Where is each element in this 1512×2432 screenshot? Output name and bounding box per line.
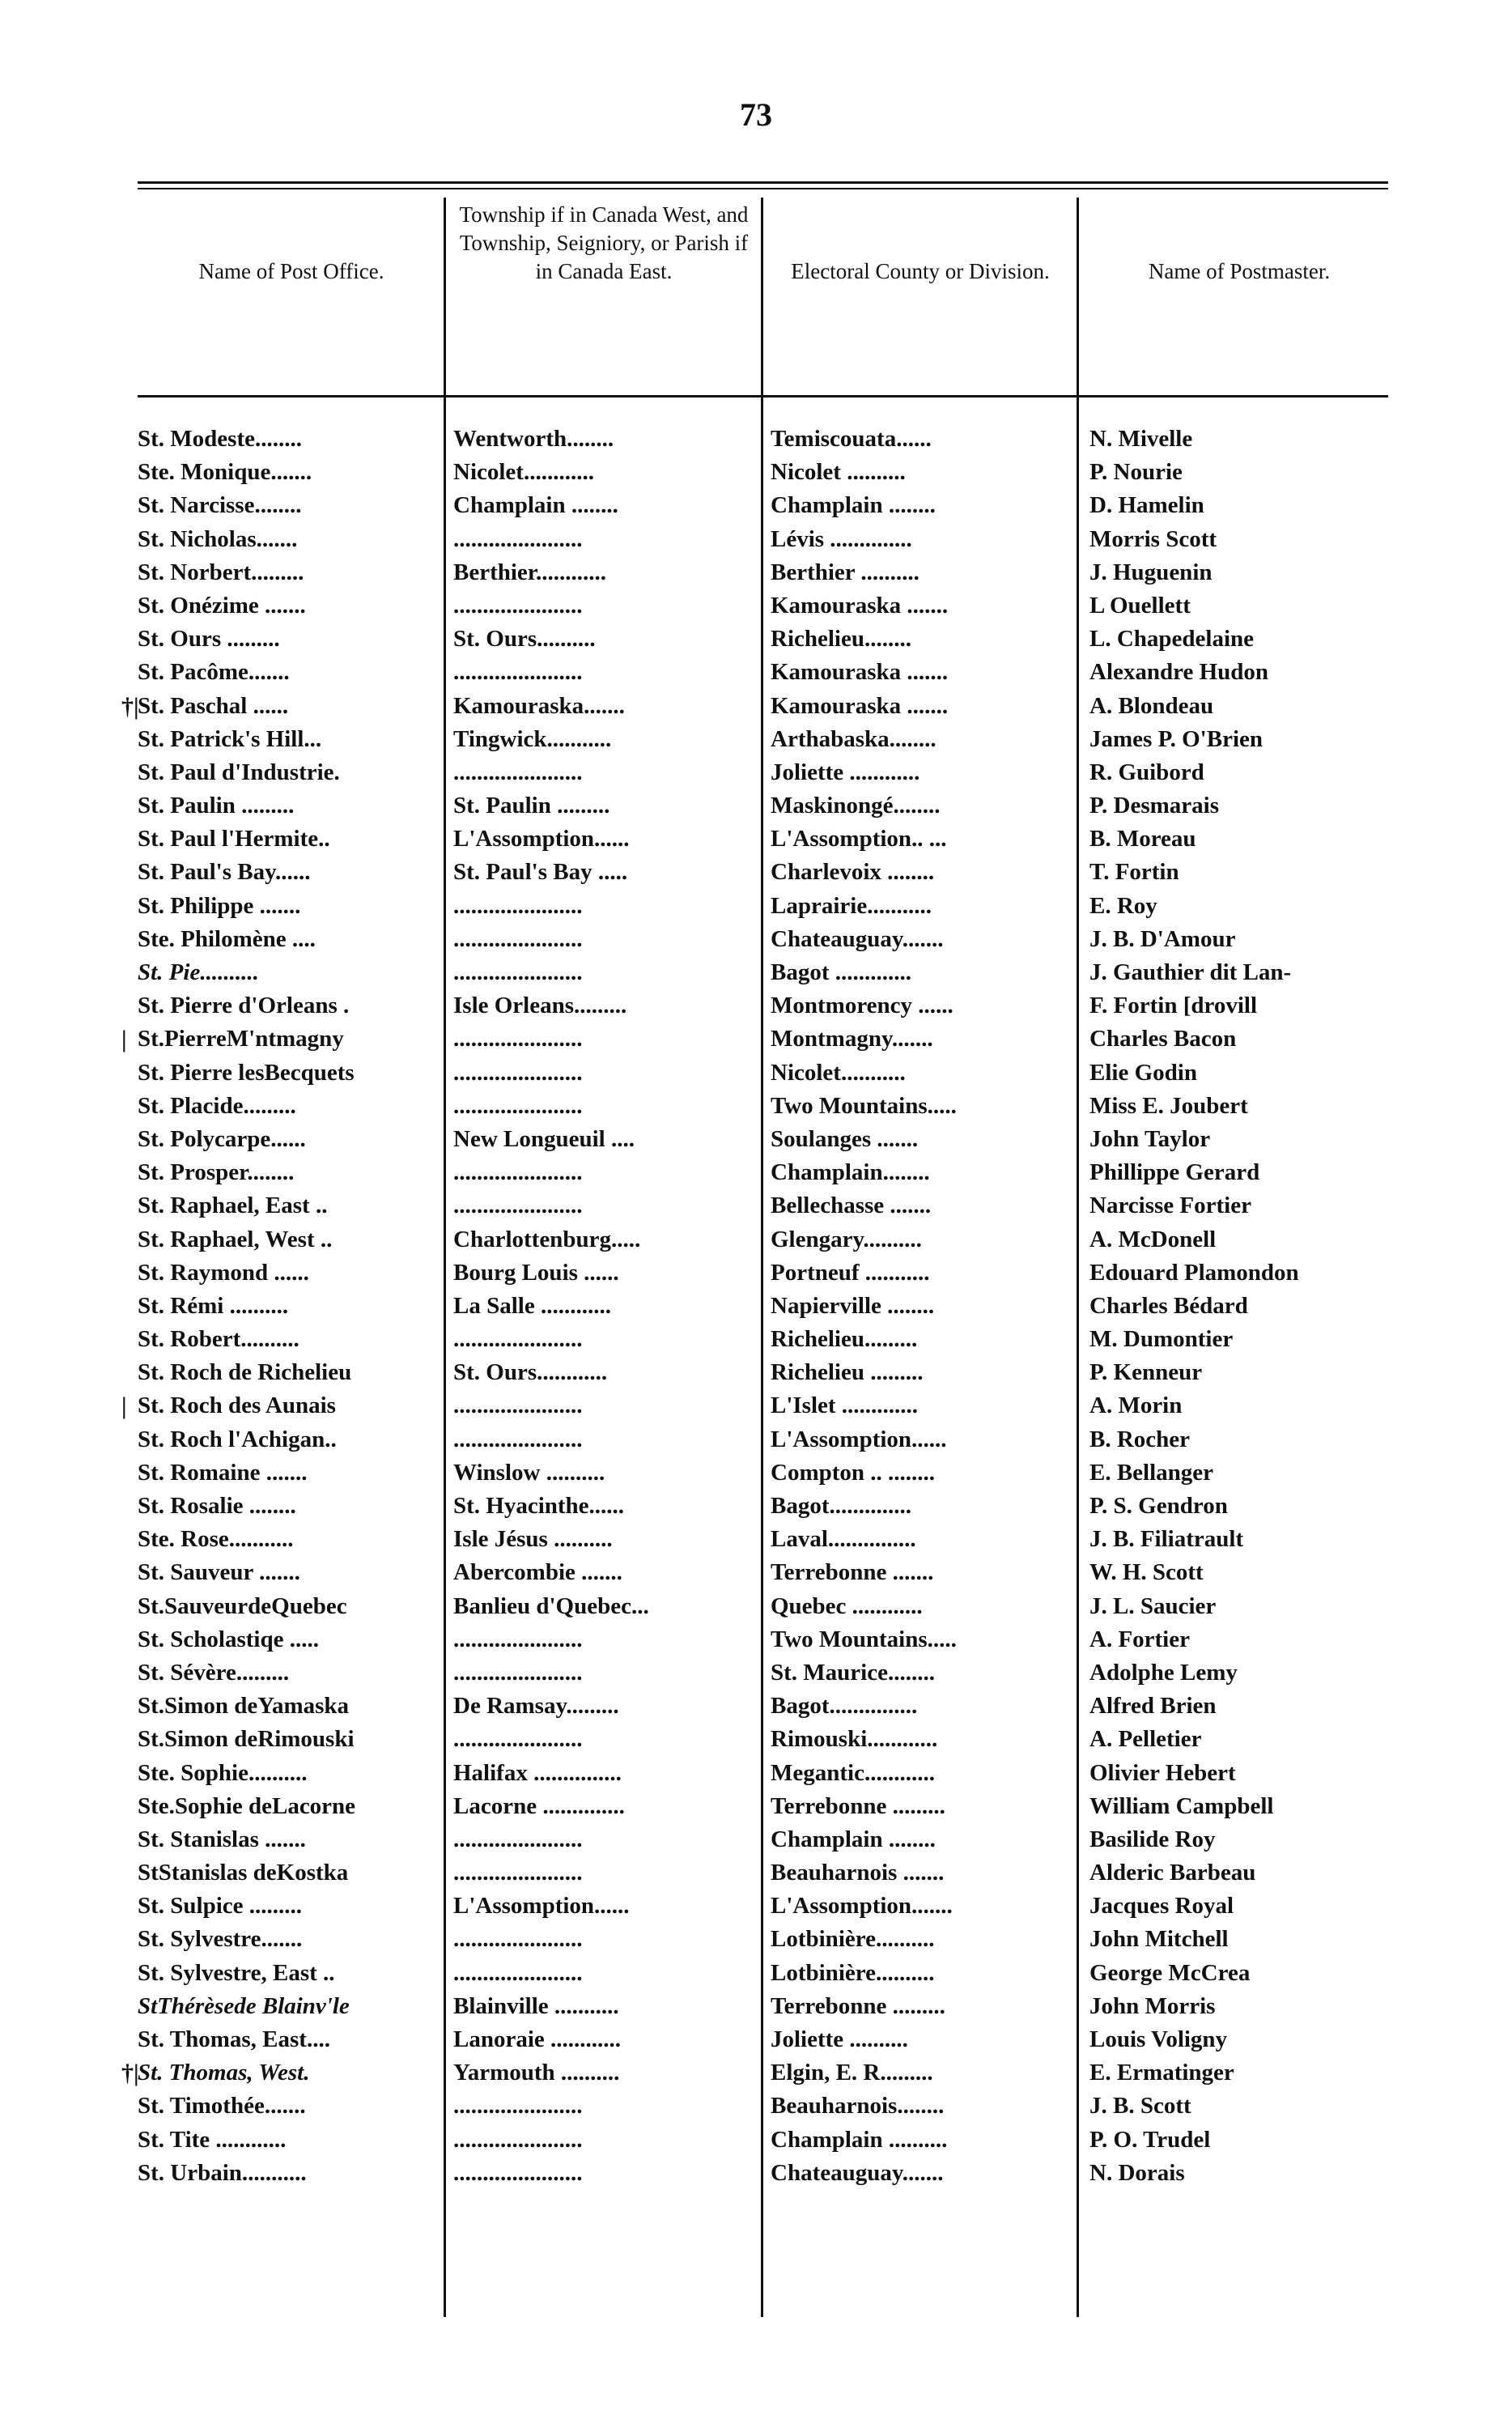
township-name: St. Paul's Bay ..... (453, 859, 628, 886)
township-name: ...................... (453, 525, 583, 552)
township-name: St. Ours............ (453, 1359, 608, 1386)
electoral-county: L'Assomption....... (771, 1893, 953, 1920)
township-name: ...................... (453, 592, 583, 619)
electoral-county: L'Islet ............. (771, 1392, 919, 1419)
post-office-name: St. Roch des Aunais (138, 1392, 336, 1419)
township-name: Tingwick........... (453, 725, 612, 752)
table-row (0, 2023, 1512, 2056)
electoral-county: Lotbinière.......... (771, 1959, 935, 1986)
table-row (0, 2157, 1512, 2190)
electoral-county: Nicolet .......... (771, 459, 906, 486)
table-row (0, 423, 1512, 456)
electoral-county: Terrebonne ....... (771, 1559, 934, 1586)
table-row (0, 1057, 1512, 1090)
top-double-rule-2 (138, 188, 1388, 189)
post-office-name: St. Roch l'Achigan.. (138, 1426, 337, 1452)
electoral-county: Laprairie........... (771, 892, 932, 919)
table-row (0, 690, 1512, 723)
post-office-name: St. Sulpice ......... (138, 1893, 303, 1920)
postmaster-name: B. Moreau (1089, 826, 1196, 852)
postmaster-name: A. Pelletier (1089, 1726, 1202, 1753)
table-row (0, 1656, 1512, 1690)
postmaster-name: Miss E. Joubert (1089, 1092, 1248, 1119)
postmaster-name: Charles Bacon (1089, 1026, 1237, 1052)
electoral-county: Berthier .......... (771, 559, 920, 585)
post-office-name: St. Norbert......... (138, 559, 304, 585)
postmaster-name: E. Roy (1089, 892, 1157, 919)
township-name: ...................... (453, 925, 583, 952)
postmaster-name: N. Mivelle (1089, 426, 1193, 452)
electoral-county: Maskinongé........ (771, 793, 941, 819)
table-row (0, 723, 1512, 756)
header-township: Township if in Canada West, and Township, Seigniory, or Parish if in Canada East. (459, 202, 749, 283)
table-row (0, 1623, 1512, 1656)
township-name: Bourg Louis ...... (453, 1259, 619, 1286)
electoral-county: Kamouraska ....... (771, 592, 949, 619)
postmaster-name: P. O. Trudel (1089, 2126, 1211, 2153)
post-office-name: St. Sylvestre....... (138, 1926, 303, 1953)
township-name: Abercombie ....... (453, 1559, 622, 1586)
township-name: ...................... (453, 892, 583, 919)
post-office-name: St. Sauveur ....... (138, 1559, 300, 1586)
post-office-name: St. Pie.......... (138, 959, 259, 985)
postmaster-name: P. S. Gendron (1089, 1493, 1228, 1519)
electoral-county: Beauharnois ....... (771, 1860, 945, 1886)
table-row (0, 1356, 1512, 1389)
township-name: Lacorne .............. (453, 1792, 625, 1819)
post-office-name: Ste. Philomène .... (138, 925, 316, 952)
electoral-county: Beauharnois........ (771, 2093, 945, 2119)
electoral-county: Richelieu ......... (771, 1359, 924, 1386)
table-row (0, 1123, 1512, 1156)
postmaster-name: Alfred Brien (1089, 1693, 1217, 1720)
postmaster-name: J. Gauthier dit Lan- (1089, 959, 1292, 985)
post-office-name: St. Stanislas ....... (138, 1826, 306, 1852)
electoral-county: Glengary.......... (771, 1226, 922, 1252)
post-office-name: St.PierreM'ntmagny (138, 1026, 344, 1052)
post-office-name: St. Onézime ....... (138, 592, 306, 619)
postmaster-name: E. Ermatinger (1089, 2060, 1234, 2086)
township-name: ...................... (453, 1426, 583, 1452)
electoral-county: Elgin, E. R......... (771, 2060, 933, 2086)
postmaster-name: P. Kenneur (1089, 1359, 1203, 1386)
table-row (0, 1556, 1512, 1589)
postmaster-name: E. Bellanger (1089, 1459, 1214, 1486)
postmaster-name: Basilide Roy (1089, 1826, 1216, 1852)
electoral-county: Two Mountains..... (771, 1092, 957, 1119)
township-name: ...................... (453, 759, 583, 785)
post-office-name: St. Robert.......... (138, 1326, 299, 1353)
header-county: Electoral County or Division. (791, 259, 1050, 283)
electoral-county: Montmagny....... (771, 1026, 933, 1052)
township-name: ...................... (453, 1059, 583, 1086)
post-office-name: St. Thomas, West. (138, 2060, 310, 2086)
postmaster-name: W. H. Scott (1089, 1559, 1204, 1586)
electoral-county: Kamouraska ....... (771, 692, 949, 719)
table-row (0, 1856, 1512, 1890)
post-office-name: St. Pierre lesBecquets (138, 1059, 355, 1086)
township-name: ...................... (453, 2159, 583, 2186)
post-office-name: St. Paul l'Hermite.. (138, 826, 330, 852)
postmaster-name: A. McDonell (1089, 1226, 1217, 1252)
table-row (0, 989, 1512, 1023)
township-name: L'Assomption...... (453, 1893, 630, 1920)
table-row (0, 1389, 1512, 1422)
postmaster-name: J. Huguenin (1089, 559, 1213, 585)
postmaster-name: P. Nourie (1089, 459, 1183, 486)
postmaster-name: L. Chapedelaine (1089, 626, 1255, 653)
township-name: Yarmouth .......... (453, 2060, 620, 2086)
township-name: Isle Orleans......... (453, 993, 627, 1019)
table-row (0, 623, 1512, 656)
township-name: ...................... (453, 2093, 583, 2119)
postmaster-name: Jacques Royal (1089, 1893, 1234, 1920)
township-name: Blainville ........... (453, 1992, 619, 2019)
township-name: ...................... (453, 1626, 583, 1652)
postmaster-name: A. Blondeau (1089, 692, 1214, 719)
table-row (0, 1023, 1512, 1056)
electoral-county: Richelieu........ (771, 626, 911, 653)
township-name: Charlottenburg..... (453, 1226, 641, 1252)
postmaster-name: P. Desmarais (1089, 793, 1220, 819)
post-office-name: St. Raphael, East .. (138, 1193, 328, 1219)
electoral-county: Kamouraska ....... (771, 659, 949, 686)
township-name: Halifax ............... (453, 1759, 622, 1786)
township-name: ...................... (453, 1392, 583, 1419)
table-row (0, 1323, 1512, 1356)
row-marker: †| (121, 2060, 139, 2087)
post-office-name: St. Timothée....... (138, 2093, 306, 2119)
post-office-name: StStanislas deKostka (138, 1860, 349, 1886)
township-name: ...................... (453, 1926, 583, 1953)
table-row (0, 1957, 1512, 1990)
postmaster-name: R. Guibord (1089, 759, 1204, 785)
electoral-county: L'Assomption...... (771, 1426, 947, 1452)
electoral-county: Montmorency ...... (771, 993, 953, 1019)
post-office-name: St. Raymond ...... (138, 1259, 309, 1286)
postmaster-name: L Ouellett (1089, 592, 1191, 619)
table-row (0, 1156, 1512, 1189)
township-name: ...................... (453, 1659, 583, 1686)
post-office-name: St. Paschal ...... (138, 692, 289, 719)
electoral-county: Joliette ............ (771, 759, 920, 785)
electoral-county: Champlain ........ (771, 492, 936, 519)
post-office-name: Ste. Sophie.......... (138, 1759, 308, 1786)
postmaster-name: A. Morin (1089, 1392, 1183, 1419)
post-office-name: St. Rémi .......... (138, 1292, 289, 1319)
electoral-county: Bellechasse ....... (771, 1193, 932, 1219)
table-row (0, 1290, 1512, 1323)
township-name: ...................... (453, 1726, 583, 1753)
township-name: La Salle ............ (453, 1292, 611, 1319)
post-office-name: St. Pierre d'Orleans . (138, 993, 350, 1019)
post-office-name: St.Simon deYamaska (138, 1693, 350, 1720)
township-name: Champlain ........ (453, 492, 618, 519)
table-row (0, 1189, 1512, 1222)
postmaster-name: D. Hamelin (1089, 492, 1204, 519)
table-row (0, 1757, 1512, 1790)
electoral-county: Laval............... (771, 1526, 916, 1553)
table-row (0, 1490, 1512, 1523)
table-row (0, 923, 1512, 956)
table-row (0, 489, 1512, 522)
electoral-county: Champlain ........ (771, 1826, 936, 1852)
electoral-county: Charlevoix ........ (771, 859, 935, 886)
township-name: L'Assomption...... (453, 826, 630, 852)
post-office-name: St. Pacôme....... (138, 659, 290, 686)
electoral-county: Bagot............... (771, 1693, 918, 1720)
electoral-county: Napierville ........ (771, 1292, 935, 1319)
table-row (0, 856, 1512, 889)
postmaster-name: John Taylor (1089, 1125, 1211, 1152)
table-row (0, 1990, 1512, 2023)
post-office-name: St. Prosper........ (138, 1159, 295, 1186)
post-office-name: St. Paul d'Industrie. (138, 759, 340, 785)
post-office-name: St. Roch de Richelieu (138, 1359, 352, 1386)
postmaster-name: J. B. D'Amour (1089, 925, 1236, 952)
postmaster-name: F. Fortin [drovill (1089, 993, 1258, 1019)
township-name: ...................... (453, 2126, 583, 2153)
postmaster-name: J. B. Scott (1089, 2093, 1191, 2119)
post-office-name: St.SauveurdeQuebec (138, 1592, 347, 1619)
township-name: Wentworth........ (453, 426, 614, 452)
electoral-county: Megantic............ (771, 1759, 935, 1786)
postmaster-name: Charles Bédard (1089, 1292, 1248, 1319)
table-row (0, 589, 1512, 623)
township-name: ...................... (453, 1159, 583, 1186)
postmaster-name: A. Fortier (1089, 1626, 1190, 1652)
electoral-county: Portneuf ........... (771, 1259, 930, 1286)
electoral-county: Two Mountains..... (771, 1626, 957, 1652)
post-office-name: St. Modeste........ (138, 426, 302, 452)
header-postmaster: Name of Postmaster. (1148, 259, 1331, 283)
table-row (0, 2124, 1512, 2157)
post-office-name: St. Polycarpe...... (138, 1125, 306, 1152)
row-marker: | (121, 1392, 127, 1420)
township-name: Lanoraie ............ (453, 2026, 622, 2052)
electoral-county: Bagot ............. (771, 959, 911, 985)
electoral-county: Richelieu......... (771, 1326, 918, 1353)
table-row (0, 1456, 1512, 1490)
township-name: St. Ours.......... (453, 626, 596, 653)
postmaster-name: T. Fortin (1089, 859, 1179, 886)
post-office-name: St. Patrick's Hill... (138, 725, 322, 752)
township-name: New Longueuil .... (453, 1125, 635, 1152)
postmaster-name: Adolphe Lemy (1089, 1659, 1238, 1686)
electoral-county: Bagot.............. (771, 1493, 911, 1519)
post-office-name: St. Scholastiqe ..... (138, 1626, 319, 1652)
header-post-office: Name of Post Office. (198, 259, 384, 283)
electoral-county: Temiscouata...... (771, 426, 932, 452)
table-row (0, 1223, 1512, 1256)
table-row (0, 1823, 1512, 1856)
table-row (0, 789, 1512, 823)
postmaster-name: Morris Scott (1089, 525, 1217, 552)
post-office-name: St. Placide......... (138, 1092, 296, 1119)
electoral-county: Quebec ............ (771, 1592, 923, 1619)
table-row (0, 1423, 1512, 1456)
table-row (0, 1090, 1512, 1123)
township-name: Nicolet............ (453, 459, 594, 486)
township-name: ...................... (453, 1826, 583, 1852)
table-row (0, 956, 1512, 989)
table-row (0, 656, 1512, 689)
electoral-county: Lotbinière.......... (771, 1926, 935, 1953)
electoral-county: Chateauguay....... (771, 2159, 944, 2186)
postmaster-name: N. Dorais (1089, 2159, 1185, 2186)
electoral-county: Terrebonne ......... (771, 1792, 945, 1819)
township-name: ...................... (453, 1092, 583, 1119)
post-office-name: StThérèsede Blainv'le (138, 1992, 350, 2019)
table-row (0, 1590, 1512, 1623)
township-name: ...................... (453, 1193, 583, 1219)
electoral-county: Arthabaska........ (771, 725, 937, 752)
postmaster-name: John Mitchell (1089, 1926, 1229, 1953)
table-row (0, 1723, 1512, 1756)
post-office-name: St. Thomas, East.... (138, 2026, 330, 2052)
table-row (0, 1256, 1512, 1290)
table-row (0, 1690, 1512, 1723)
postmaster-name: George McCrea (1089, 1959, 1251, 1986)
electoral-county: Soulanges ....... (771, 1125, 919, 1152)
table-row (0, 756, 1512, 789)
post-office-name: Ste. Monique....... (138, 459, 312, 486)
post-office-name: St. Paulin ......... (138, 793, 295, 819)
row-marker: †| (121, 692, 139, 720)
postmaster-name: B. Rocher (1089, 1426, 1191, 1452)
township-name: Isle Jésus .......... (453, 1526, 613, 1553)
township-name: ...................... (453, 1959, 583, 1986)
post-office-name: St. Romaine ....... (138, 1459, 308, 1486)
postmaster-name: William Campbell (1089, 1792, 1274, 1819)
postmaster-name: M. Dumontier (1089, 1326, 1234, 1353)
table-row (0, 1923, 1512, 1956)
post-office-name: St. Tite ............ (138, 2126, 287, 2153)
post-office-name: St. Philippe ....... (138, 892, 301, 919)
postmaster-name: Edouard Plamondon (1089, 1259, 1299, 1286)
postmaster-name: John Morris (1089, 1992, 1216, 2019)
post-office-name: St. Sylvestre, East .. (138, 1959, 335, 1986)
electoral-county: Nicolet........... (771, 1059, 906, 1086)
top-double-rule (138, 181, 1388, 184)
table-row (0, 2090, 1512, 2123)
postmaster-name: Phillippe Gerard (1089, 1159, 1260, 1186)
township-name: ...................... (453, 1026, 583, 1052)
township-name: De Ramsay......... (453, 1693, 619, 1720)
postmaster-name: J. B. Filiatrault (1089, 1526, 1244, 1553)
postmaster-name: J. L. Saucier (1089, 1592, 1217, 1619)
township-name: ...................... (453, 959, 583, 985)
electoral-county: Champlain........ (771, 1159, 930, 1186)
township-name: ...................... (453, 659, 583, 686)
table-row (0, 823, 1512, 856)
electoral-county: St. Maurice........ (771, 1659, 935, 1686)
electoral-county: Joliette .......... (771, 2026, 908, 2052)
electoral-county: Compton .. ........ (771, 1459, 936, 1486)
post-office-name: Ste. Rose........... (138, 1526, 294, 1553)
postmaster-name: Olivier Hebert (1089, 1759, 1236, 1786)
township-name: ...................... (453, 1860, 583, 1886)
table-row (0, 2056, 1512, 2090)
postmaster-name: Elie Godin (1089, 1059, 1197, 1086)
township-name: Kamouraska....... (453, 692, 625, 719)
township-name: Banlieu d'Quebec... (453, 1592, 649, 1619)
post-office-name: St. Raphael, West .. (138, 1226, 333, 1252)
electoral-county: Rimouski............ (771, 1726, 938, 1753)
electoral-county: Chateauguay....... (771, 925, 944, 952)
post-office-name: St. Nicholas....... (138, 525, 298, 552)
township-name: St. Hyacinthe...... (453, 1493, 625, 1519)
table-row (0, 890, 1512, 923)
township-name: Winslow .......... (453, 1459, 605, 1486)
table-row (0, 1523, 1512, 1556)
table-row (0, 456, 1512, 489)
electoral-county: Terrebonne ......... (771, 1992, 945, 2019)
post-office-name: St. Ours ......... (138, 626, 280, 653)
post-office-name: St. Narcisse........ (138, 492, 302, 519)
post-office-name: St. Urbain........... (138, 2159, 307, 2186)
postmaster-name: Alexandre Hudon (1089, 659, 1269, 686)
township-name: ...................... (453, 1326, 583, 1353)
table-row (0, 523, 1512, 556)
post-office-name: St. Rosalie ........ (138, 1493, 296, 1519)
post-office-name: Ste.Sophie deLacorne (138, 1792, 356, 1819)
postmaster-name: Louis Voligny (1089, 2026, 1228, 2052)
post-office-name: St.Simon deRimouski (138, 1726, 355, 1753)
post-office-table (0, 423, 1512, 2190)
post-office-name: St. Paul's Bay...... (138, 859, 311, 886)
page-number: 73 (740, 96, 772, 133)
table-row (0, 556, 1512, 589)
township-name: St. Paulin ......... (453, 793, 610, 819)
post-office-name: St. Sévère......... (138, 1659, 290, 1686)
electoral-county: L'Assomption.. ... (771, 826, 947, 852)
table-row (0, 1890, 1512, 1923)
township-name: Berthier............ (453, 559, 607, 585)
table-row (0, 1790, 1512, 1823)
postmaster-name: Narcisse Fortier (1089, 1193, 1251, 1219)
row-marker: | (121, 1026, 127, 1053)
postmaster-name: Alderic Barbeau (1089, 1860, 1256, 1886)
postmaster-name: James P. O'Brien (1089, 725, 1264, 752)
electoral-county: Lévis .............. (771, 525, 912, 552)
electoral-county: Champlain .......... (771, 2126, 948, 2153)
